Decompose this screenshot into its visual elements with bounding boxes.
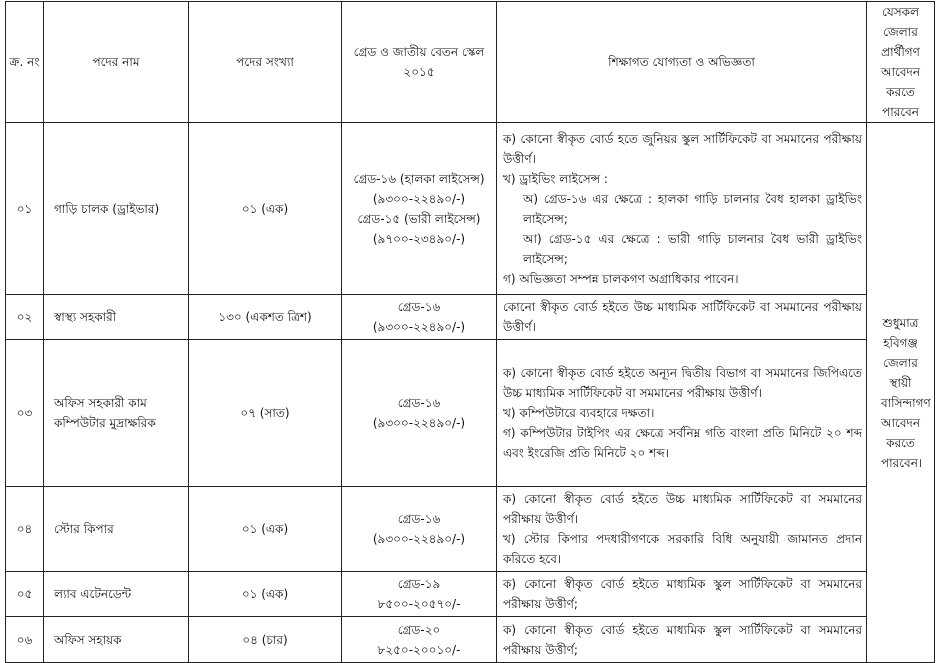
qualification-item: গ) অভিজ্ঞতা সম্পন্ন চালকগণ অগ্রাধিকার পাবেন।	[503, 271, 739, 286]
row-qualification	[497, 617, 867, 663]
qualification-item: ক) কোনো স্বীকৃত বোর্ড হইতে মাধ্যমিক স্কুল সার্টিফিকেট বা সমমানের পরীক্ষায় উত্তীর্ণ;	[503, 622, 862, 657]
row-post-count: ০১ (এক)	[189, 487, 342, 572]
grade-line: (৯৩০০-২২৪৯০/-)	[372, 416, 466, 430]
qualification-item: গ) কম্পিউটার টাইপিং এর ক্ষেত্রে সর্বনিম্ন গতি বাংলা প্রতি মিনিটে ২০ শব্দ এবং ইংরেজি প্রতি মিনিটে ২০ শব্দ।	[503, 426, 862, 460]
qualification-item: ক) কোনো স্বীকৃত বোর্ড হইতে মাধ্যমিক স্কুল সার্টিফিকেট বা সমমানের পরীক্ষায় উত্তীর্ণ;	[503, 577, 862, 611]
grade-line: গ্রেড-২০	[397, 622, 441, 637]
grade-line: (৯৭০০-২৩৪৯০/-)	[372, 231, 466, 246]
row-serial: ০৫	[6, 572, 44, 617]
qualification-item: কোনো স্বীকৃত বোর্ড হইতে উচ্চ মাধ্যমিক সার্টিফিকেট বা সমমানের পরীক্ষায় উত্তীর্ণ।	[503, 300, 862, 334]
row-post-name: স্বাস্থ্য সহকারী	[44, 295, 189, 340]
grade-line: গ্রেড-১৯	[397, 577, 441, 591]
qualification-item: ক) কোনো স্বীকৃত বোর্ড হতে জুনিয়র স্কুল সার্টিফিকেট বা সমমানের পরীক্ষায় উত্তীর্ণ।	[503, 131, 862, 166]
row-serial: ০৬	[6, 617, 44, 663]
header-serial: ক্র. নং	[6, 2, 44, 123]
row-qualification	[497, 295, 867, 340]
row-grade	[342, 295, 497, 340]
grade-line: গ্রেড-১৬ (হালকা লাইসেন্স)	[353, 171, 485, 186]
row-qualification	[497, 487, 867, 572]
row-serial: ০৪	[6, 487, 44, 572]
row-grade	[342, 487, 497, 572]
row-post-name: ল্যাব এটেনডেন্ট	[44, 572, 189, 617]
row-post-name: গাড়ি চালক (ড্রাইভার)	[44, 123, 189, 295]
table-row	[6, 617, 935, 663]
district-note: শুধুমাত্র হবিগঞ্জ জেলার স্থায়ী বাসিন্দাগণ আবেদন করতে পারবেন।	[867, 123, 935, 663]
row-post-count: ১৩০ (একশত ত্রিশ)	[189, 295, 342, 340]
table-row	[6, 572, 935, 617]
recruitment-table	[5, 1, 935, 663]
table-row	[6, 487, 935, 572]
row-post-count: ০৪ (চার)	[189, 617, 342, 663]
qualification-item: ক) কোনো স্বীকৃত বোর্ড হইতে উচ্চ মাধ্যমিক সার্টিফিকেট বা সমমানের পরীক্ষায় উত্তীর্ণ।	[503, 492, 862, 526]
header-grade: গ্রেড ও জাতীয় বেতন স্কেল ২০১৫	[342, 2, 497, 123]
row-grade	[342, 123, 497, 295]
grade-line: গ্রেড-১৬	[397, 300, 441, 314]
grade-line: ৮৫০০-২০৫৭০/-	[377, 597, 461, 611]
row-grade	[342, 617, 497, 663]
row-grade	[342, 572, 497, 617]
header-post-count: পদের সংখ্যা	[189, 2, 342, 123]
row-post-count: ০৭ (সাত)	[189, 340, 342, 487]
grade-line: (৯৩০০-২২৪৯০/-)	[372, 320, 466, 334]
qualification-item: ক) কোনো স্বীকৃত বোর্ড হইতে অন্যূন দ্বিতীয় বিভাগ বা সমমানের জিপিএতে উচ্চ মাধ্যমিক সার্টিফিকেট বা সমমানের পরীক্ষায় উত্তীর্ণ।	[503, 366, 862, 400]
row-post-count: ০১ (এক)	[189, 123, 342, 295]
row-post-count: ০১ (এক)	[189, 572, 342, 617]
header-qualification: শিক্ষাগত যোগ্যতা ও অভিজ্ঞতা	[497, 2, 867, 123]
row-serial: ০২	[6, 295, 44, 340]
qualification-subitem: আ) গ্রেড-১৫ এর ক্ষেত্রে : ভারী গাড়ি চালনার বৈধ ভারী ড্রাইভিং লাইসেন্স;	[523, 231, 862, 266]
grade-line: (৯৩০০-২২৪৯০/-)	[372, 191, 466, 206]
table-row	[6, 123, 935, 295]
grade-line: (৯৩০০-২২৪৯০/-)	[372, 532, 466, 546]
grade-line: গ্রেড-১৬	[397, 396, 441, 410]
row-post-name: অফিস সহায়ক	[44, 617, 189, 663]
grade-line: গ্রেড-১৬	[397, 512, 441, 526]
row-grade	[342, 340, 497, 487]
row-qualification	[497, 123, 867, 295]
row-qualification	[497, 572, 867, 617]
qualification-item: খ) স্টোর কিপার পদধারীগণকে সরকারি বিধি অনুযায়ী জামানত প্রদান করিতে হবে।	[503, 532, 862, 566]
table-header-row	[6, 2, 935, 123]
grade-line: ৮২৫০-২০০১০/-	[377, 642, 461, 657]
qualification-item: খ) ড্রাইভিং লাইসেন্স :	[503, 171, 608, 186]
row-post-name: অফিস সহকারী কাম কম্পিউটার মুদ্রাক্ষরিক	[44, 340, 189, 487]
table-row	[6, 295, 935, 340]
header-post-name: পদের নাম	[44, 2, 189, 123]
row-serial: ০১	[6, 123, 44, 295]
qualification-item: খ) কম্পিউটারে ব্যবহারে দক্ষতা।	[503, 406, 655, 420]
table-row	[6, 340, 935, 487]
qualification-subitem: অ) গ্রেড-১৬ এর ক্ষেত্রে : হালকা গাড়ি চালনার বৈধ হালকা ড্রাইভিং লাইসেন্স;	[523, 191, 862, 226]
header-district: যেসকল জেলার প্রার্থীগণ আবেদন করতে পারবেন	[867, 2, 935, 123]
row-post-name: স্টোর কিপার	[44, 487, 189, 572]
row-serial: ০৩	[6, 340, 44, 487]
row-qualification	[497, 340, 867, 487]
grade-line: গ্রেড-১৫ (ভারী লাইসেন্স)	[357, 211, 481, 226]
